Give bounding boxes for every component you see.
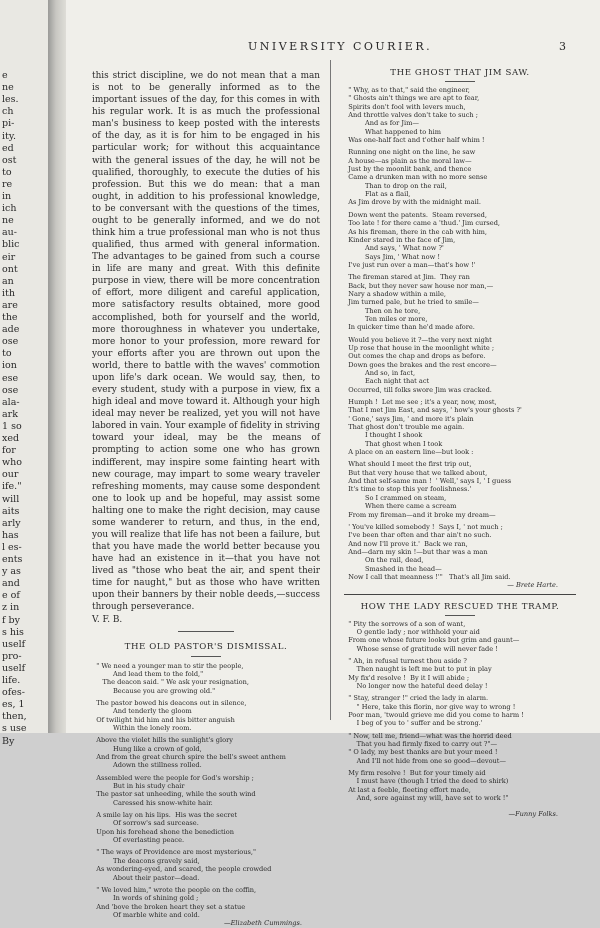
poem-line: And, sore against my will, have set to work !" bbox=[344, 794, 509, 803]
facing-page-fragment: ade bbox=[2, 324, 20, 336]
poem-line: And I'll not hide from one so good—devout— bbox=[344, 756, 507, 765]
poem-line: The deacon said. " We ask your resignation, bbox=[92, 678, 249, 687]
facing-page-fragment: ofes- bbox=[2, 687, 25, 699]
poem-line: And—darn my skin !—but thar was a man bbox=[344, 547, 488, 556]
poem-line: Caressed his snow-white hair. bbox=[92, 798, 213, 807]
facing-page-fragment: the bbox=[2, 312, 18, 323]
poem-line: " Now, tell me, friend—what was the horrid deed bbox=[344, 731, 512, 740]
facing-page-fragment: ala- bbox=[2, 396, 20, 408]
poem-line: From my fireman—and it broke my dream— bbox=[344, 510, 496, 519]
poem-line: " The ways of Providence are most mysterious," bbox=[92, 848, 257, 857]
page-number: 3 bbox=[559, 40, 566, 53]
poem-line: I beg of you to ' suffer and be strong.' bbox=[344, 719, 483, 728]
poem-line: And lead them to the fold," bbox=[92, 669, 204, 678]
poem-line: So I crammed on steam, bbox=[344, 493, 447, 502]
facing-page-fragment: 1 so bbox=[2, 420, 22, 432]
facing-page-fragment: has bbox=[2, 529, 19, 541]
facing-page-fragment: life. bbox=[2, 675, 21, 686]
facing-page-fragment: ese bbox=[2, 372, 19, 384]
facing-page-fragment: ost bbox=[2, 154, 17, 166]
facing-page-fragment: f by bbox=[2, 614, 20, 626]
essay-signature: V. F. B. bbox=[92, 614, 123, 625]
facing-page-fragment: les. bbox=[2, 94, 19, 106]
poem-line: Back, but they never saw house nor man,— bbox=[344, 281, 494, 290]
facing-page-fragment: e bbox=[2, 70, 8, 81]
poem-line: Within the lonely room. bbox=[92, 724, 192, 732]
pastor-poem-attribution: —Elizabeth Cummings. bbox=[224, 919, 302, 928]
poem-line: Assembled were the people for God's worship ; bbox=[92, 773, 254, 782]
left-column bbox=[92, 70, 320, 928]
poem-line: As his fireman, there in the cab with him, bbox=[344, 227, 488, 236]
running-header bbox=[66, 40, 600, 54]
facing-page-fragment: an bbox=[2, 275, 14, 287]
poem-line: But that very house that we talked about, bbox=[344, 468, 488, 477]
poem-line: A smile lay on his lips. His was the secret bbox=[92, 811, 237, 820]
poem-line: The fireman stared at Jim. They ran bbox=[344, 273, 470, 282]
poem-line: That ghost don't trouble me again. bbox=[344, 423, 465, 432]
facing-page-fragment: ch bbox=[2, 106, 14, 118]
facing-page-fragment: ion bbox=[2, 360, 17, 372]
poem-line: " Why, as to that," said the engineer, bbox=[344, 86, 470, 94]
facing-page-fragment: l es- bbox=[2, 541, 22, 553]
poem-line: And that self-same man ! ' Well,' says I, ' I guess bbox=[344, 477, 512, 486]
poem-line: Spirits don't fool with levers much, bbox=[344, 102, 466, 111]
poem-line: Poor man, 'twould grieve me did you come to harm ! bbox=[344, 711, 524, 720]
poem-line: My fix'd resolve ! By it I will abide ; bbox=[344, 673, 470, 682]
facing-page-fragment: in bbox=[2, 191, 12, 202]
poem-line: " Ah, in refusal turnest thou aside ? bbox=[344, 656, 467, 665]
facing-page-fragment: ose bbox=[2, 384, 19, 396]
poem-line: Was one-half fact and t'other half whim ! bbox=[344, 136, 485, 145]
poem-line: And from the great church spire the bell's sweet anthem bbox=[92, 753, 286, 762]
poem-line: In quicker time than he'd made afore. bbox=[344, 323, 475, 332]
poem-line: Than to drop on the rail, bbox=[344, 181, 447, 190]
facing-page-fragment: arly bbox=[2, 517, 21, 529]
section-rule bbox=[178, 631, 234, 632]
poem-line: Of twilight hid him and his bitter anguish bbox=[92, 715, 235, 724]
facing-page-fragment: y as bbox=[2, 566, 21, 578]
poem-line: A house—as plain as the moral law— bbox=[344, 156, 472, 165]
poem-line: I've been thar often and thar ain't no such. bbox=[344, 531, 492, 540]
column-divider bbox=[330, 60, 331, 720]
poem-line: Adown the stillness rolled. bbox=[92, 761, 202, 770]
poem-line: But in his study chair bbox=[92, 782, 185, 791]
poem-line: Kinder stared in the face of Jim, bbox=[344, 235, 456, 244]
facing-page-edge bbox=[0, 0, 48, 747]
facing-page-fragment: ont bbox=[2, 263, 18, 275]
facing-page-fragment: are bbox=[2, 299, 18, 311]
poem-line: " O lady, my best thanks are but your meed ! bbox=[344, 748, 498, 757]
poem-line: Nary a shadow within a mile, bbox=[344, 289, 446, 298]
poem-line: That I met Jim East, and says, ' how's your ghosts ?' bbox=[344, 406, 522, 415]
poem-line: Just by the moonlit bank, and thence bbox=[344, 165, 472, 174]
poem-line: ' Gone,' says Jim, ' and more it's plain bbox=[344, 414, 474, 423]
facing-page-fragment: z in bbox=[2, 602, 20, 614]
poem-line: Up rose that house in the moonlight white ; bbox=[344, 343, 495, 352]
facing-page-fragment: and bbox=[2, 578, 20, 590]
facing-page-fragment: ife." bbox=[2, 481, 22, 493]
poem-line: Would you believe it ?—the very next night bbox=[344, 335, 492, 344]
poem-line: " We need a younger man to stir the people, bbox=[92, 661, 244, 670]
poem-line: And says, ' What now ?' bbox=[344, 244, 444, 253]
poem-line: About their pastor—dead. bbox=[92, 873, 200, 882]
poem-line: ' You've killed somebody ! Says I, ' not much ; bbox=[344, 522, 503, 531]
poem-line: And tenderly the gloom bbox=[92, 707, 192, 716]
tramp-poem-title: HOW THE LADY RESCUED THE TRAMP. bbox=[360, 601, 560, 612]
poem-line: Upon his forehead shone the benediction bbox=[92, 827, 234, 836]
title-rule bbox=[445, 615, 475, 616]
poem-line: No longer now the hateful deed delay ! bbox=[344, 682, 488, 690]
poem-line: What should I meet the first trip out, bbox=[344, 460, 472, 469]
poem-line: Then on he tore, bbox=[344, 306, 421, 315]
poem-line: The deacons gravely said, bbox=[92, 856, 200, 865]
poem-line: " Ghosts ain't things we are apt to fear, bbox=[344, 94, 480, 103]
facing-page-fragment: s his bbox=[2, 626, 24, 638]
poem-line: On the rail, dead, bbox=[344, 556, 424, 565]
poem-line: Whose sense of gratitude will never fade ! bbox=[344, 644, 498, 653]
poem-line: " Pity the sorrows of a son of want, bbox=[344, 619, 466, 628]
facing-page-fragment: to bbox=[2, 166, 12, 178]
poem-line: And so, in fact, bbox=[344, 369, 416, 377]
facing-page-fragment: ich bbox=[2, 203, 17, 215]
title-rule bbox=[191, 656, 221, 657]
poem-line: That ghost when I took bbox=[344, 439, 443, 448]
title-rule bbox=[445, 81, 475, 82]
tramp-poem-attribution: —Funny Folks. bbox=[508, 810, 558, 819]
facing-page-fragment: to bbox=[2, 348, 12, 360]
poem-line: " Here, take this florin, nor give way to wrong ! bbox=[344, 702, 516, 711]
facing-page-fragment: pro- bbox=[2, 650, 22, 662]
poem-line: And now I'll prove it.' Back we ran, bbox=[344, 539, 468, 548]
journal-title: UNIVERSITY COURIER. bbox=[248, 40, 433, 53]
poem-line: O gentle lady ; nor withhold your aid bbox=[344, 627, 480, 636]
poem-line: I've just run over a man—that's how !' bbox=[344, 260, 476, 269]
poem-line: Jim turned pale, but he tried to smile— bbox=[344, 298, 479, 307]
poem-line: At last a feeble, fleeting effort made, bbox=[344, 785, 471, 794]
poem-line: Down goes the brakes and the rest encore— bbox=[344, 360, 497, 369]
facing-page-fragment: ark bbox=[2, 408, 18, 420]
poem-line: Humph ! Let me see ; it's a year, now, most, bbox=[344, 398, 497, 407]
poem-line: From one whose future looks but grim and gaunt— bbox=[344, 636, 520, 645]
poem-line: I thought I shook bbox=[344, 431, 423, 440]
facing-page-fragment: who bbox=[2, 457, 22, 469]
facing-page-fragment: s use bbox=[2, 723, 27, 735]
poem-line: Now I call that meanness !'" That's all Jim said. bbox=[344, 572, 511, 581]
facing-page-fragment: ed bbox=[2, 142, 14, 154]
facing-page-fragment: ity. bbox=[2, 130, 16, 142]
poem-line: Ten miles or more, bbox=[344, 314, 428, 323]
page bbox=[66, 0, 600, 928]
ghost-poem-attribution: — Brete Harte. bbox=[507, 581, 558, 590]
poem-line: Smashed in the head— bbox=[344, 564, 442, 573]
facing-page-fragment: will bbox=[2, 493, 20, 505]
poem-line: My firm resolve ! But for your timely aid bbox=[344, 769, 486, 778]
poem-line: Flat as a flail, bbox=[344, 190, 411, 199]
facing-page-fragment: au- bbox=[2, 227, 17, 239]
poem-line: That you had firmly fixed to carry out ?"— bbox=[344, 740, 498, 749]
poem-line: Then naught is left me but to put in play bbox=[344, 665, 492, 674]
facing-page-fragment: ne bbox=[2, 215, 14, 227]
binding-gutter bbox=[48, 0, 68, 733]
pastor-poem-body bbox=[92, 662, 320, 920]
facing-page-fragment: uself bbox=[2, 638, 26, 650]
poem-line: Each night that act bbox=[344, 377, 430, 386]
tramp-poem-body bbox=[344, 620, 576, 811]
facing-page-fragment: for bbox=[2, 445, 16, 457]
facing-page-fragment: e of bbox=[2, 590, 20, 602]
facing-page-fragment: pi- bbox=[2, 118, 15, 130]
poem-line: Above the violet hills the sunlight's glory bbox=[92, 736, 233, 745]
facing-page-fragment: By bbox=[2, 735, 15, 747]
facing-page-fragment: ose bbox=[2, 336, 19, 348]
poem-line: I must have (though I tried the deed to shirk) bbox=[344, 777, 509, 786]
poem-line: Came a drunken man with no more sense bbox=[344, 173, 488, 182]
poem-line: And throttle valves don't take to such ; bbox=[344, 111, 478, 120]
facing-page-fragment: blic bbox=[2, 239, 20, 251]
facing-page-fragment: our bbox=[2, 469, 19, 481]
facing-page-fragment: uself bbox=[2, 662, 26, 674]
poem-line: A place on an eastern line—but look : bbox=[344, 448, 474, 457]
poem-line: What happened to him bbox=[344, 127, 441, 136]
poem-line: The pastor sat unheeding, while the south wind bbox=[92, 790, 256, 799]
poem-line: Running one night on the line, he saw bbox=[344, 148, 476, 157]
facing-page-fragment: then, bbox=[2, 711, 27, 723]
poem-line: In words of shining gold ; bbox=[92, 894, 199, 903]
poem-line: Of sorrow's sad surcease. bbox=[92, 819, 199, 828]
facing-page-fragment: ents bbox=[2, 554, 23, 565]
facing-page-fragment: ne bbox=[2, 82, 14, 94]
poem-line: Out comes the chap and drops as before. bbox=[344, 352, 486, 361]
essay bbox=[92, 70, 320, 626]
section-rule bbox=[344, 594, 576, 595]
facing-page-fragment: aits bbox=[2, 505, 20, 517]
poem-line: Of everlasting peace. bbox=[92, 836, 185, 845]
right-column bbox=[344, 67, 576, 819]
ghost-poem-title: THE GHOST THAT JIM SAW. bbox=[390, 68, 530, 78]
facing-page-fragment: es, 1 bbox=[2, 699, 25, 711]
poem-line: " Stay, stranger !" cried the lady in alarm. bbox=[344, 694, 489, 703]
poem-line: As Jim drove by with the midnight mail. bbox=[344, 198, 481, 207]
poem-line: When there came a scream bbox=[344, 502, 457, 511]
poem-line: Of marble white and cold. bbox=[92, 910, 200, 919]
poem-line: Too late ! for there came a 'thud.' Jim cursed, bbox=[344, 219, 501, 228]
poem-line: The pastor bowed his deacons out in silence, bbox=[92, 698, 247, 707]
poem-line: And 'bove the broken heart they set a statue bbox=[92, 902, 246, 911]
poem-line: Because you are growing old." bbox=[92, 686, 216, 695]
poem-line: Down went the patents. Steam reversed, bbox=[344, 210, 487, 219]
poem-line: Hung like a crown of gold, bbox=[92, 744, 202, 753]
poem-line: And as for Jim— bbox=[344, 119, 419, 128]
pastor-poem-title: THE OLD PASTOR'S DISMISSAL. bbox=[124, 641, 288, 652]
facing-page-fragment: eir bbox=[2, 251, 16, 263]
poem-line: As wondering-eyed, and scared, the people crowded bbox=[92, 865, 272, 874]
poem-line: Occurred, till folks swore Jim was cracked. bbox=[344, 385, 492, 394]
poem-line: " We loved him," wrote the people on the coffin, bbox=[92, 885, 257, 894]
facing-page-fragment: re bbox=[2, 178, 13, 190]
facing-page-fragment: xed bbox=[2, 433, 20, 444]
ghost-poem-body bbox=[344, 86, 576, 581]
facing-page-fragment: ith bbox=[2, 287, 15, 299]
poem-line: Says Jim, ' What now ! bbox=[344, 252, 441, 261]
poem-line: It's time to stop this yer foolishness.' bbox=[344, 485, 472, 494]
essay-paragraph: this strict discipline, we do not mean that a man is not to be generally informed as to the important issues of the day, for this comes in with his regular work. It is as much the professional man's business to keep posted with the interests of the day, as it is for him to be engaged in his particular work; for without this acquaintance with the general issues of the day, he will not be qualified, thoroughly, to execute the duties of his profession. But this we do mean: that a man ought, in addition to his professional knowledge, to be conversant with the questions of the times, ought to be generally informed, and we do not think him a true professional man who is not thus qualified, thus armed with general information. The advantages to be gained from such a course in life are many and great. With this definite purpose in view, there will be more concentration of effort, more diligent and careful application, more satisfactory results obtained, more good accomplished, both for yourself and the world, more thoroughness in whatever you undertake, more honor to your profession, more reward for your efforts after you are thrown out upon the world, there to battle with the waves' commotion upon life's dark ocean. We would say, then, to every student, study with a purpose in view, fix a high ideal and move toward it. Although your high ideal may never be realized, yet you will not have labored in vain. Your example of fidelity in striving toward your ideal, may be the means of prompting to action some one who has grown indifferent, may inspire some fainting heart with new courage, may impart to some weary traveler refreshing moments, may cause some despondent one to look up and be hopeful, may assist some halting one to make the right decision, may cause some wanderer to return, and thus, in the end, you will realize that life has not been a failure, but that you have made the world better because you have had an existence in it—that you have not lived as "those who beat the air, and spent their time for naught," but as those who have written upon their banners by their noble deeds,—success through perseverance. bbox=[92, 71, 321, 613]
